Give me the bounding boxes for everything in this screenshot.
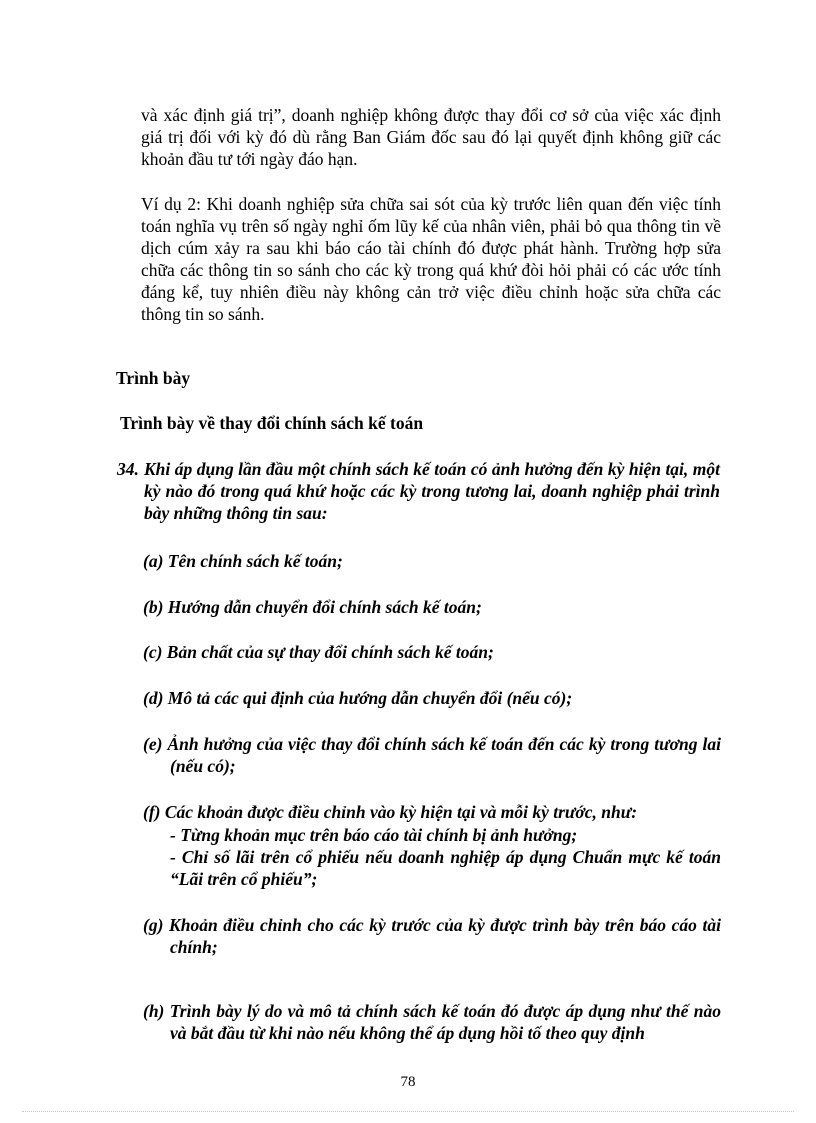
clause-number: 34. bbox=[117, 459, 139, 479]
list-item: (d) Mô tả các qui định của hướng dẫn chuyển đổi (nếu có); bbox=[143, 688, 573, 708]
paragraph-continued: và xác định giá trị”, doanh nghiệp không được thay đổi cơ sở của việc xác định giá trị đối với kỳ đó dù rằng Ban Giám đốc sau đó lại quyết định không giữ các khoản đầu tư tới ngày đáo hạn. bbox=[141, 105, 721, 169]
clause-text: Khi áp dụng lần đầu một chính sách kế toán có ảnh hưởng đến kỳ hiện tại, một kỳ nào đó trong quá khứ hoặc các kỳ trong tương lai, doanh nghiệp phải trình bày những thông tin sau: bbox=[144, 459, 720, 523]
page-number: 78 bbox=[400, 1074, 416, 1090]
footer-divider bbox=[22, 1111, 794, 1112]
sub-item: - Từng khoản mục trên báo cáo tài chính bị ảnh hưởng; bbox=[170, 825, 578, 845]
subsection-heading: Trình bày về thay đổi chính sách kế toán bbox=[120, 413, 424, 433]
list-item: (f) Các khoản được điều chỉnh vào kỳ hiện tại và mỗi kỳ trước, như: bbox=[143, 802, 638, 822]
list-item: (e) Ảnh hưởng của việc thay đổi chính sách kế toán đến các kỳ trong tương lai (nếu có); bbox=[143, 734, 721, 776]
list-item: (c) Bản chất của sự thay đổi chính sách kế toán; bbox=[143, 642, 494, 662]
section-heading: Trình bày bbox=[116, 368, 191, 388]
list-item: (g) Khoản điều chỉnh cho các kỳ trước của kỳ được trình bày trên báo cáo tài chính; bbox=[143, 915, 721, 957]
list-item: (b) Hướng dẫn chuyển đổi chính sách kế toán; bbox=[143, 597, 482, 617]
list-item: (h) Trình bày lý do và mô tả chính sách kế toán đó được áp dụng như thế nào và bắt đầu từ khi nào nếu không thể áp dụng hồi tố theo quy định bbox=[143, 1001, 721, 1043]
paragraph-example-2: Ví dụ 2: Khi doanh nghiệp sửa chữa sai sót của kỳ trước liên quan đến việc tính toán nghĩa vụ trên số ngày nghỉ ốm lũy kế của nhân viên, phải bỏ qua thông tin về dịch cúm xảy ra sau khi báo cáo tài chính đó được phát hành. Trường hợp sửa chữa các thông tin so sánh cho các kỳ trong quá khứ đòi hỏi phải có các ước tính đáng kể, tuy nhiên điều này không cản trở việc điều chỉnh hoặc sửa chữa các thông tin so sánh. bbox=[141, 194, 721, 324]
list-item: (a) Tên chính sách kế toán; bbox=[143, 551, 343, 571]
sub-item: - Chỉ số lãi trên cổ phiếu nếu doanh nghiệp áp dụng Chuẩn mực kế toán “Lãi trên cổ phiếu”; bbox=[170, 847, 721, 889]
